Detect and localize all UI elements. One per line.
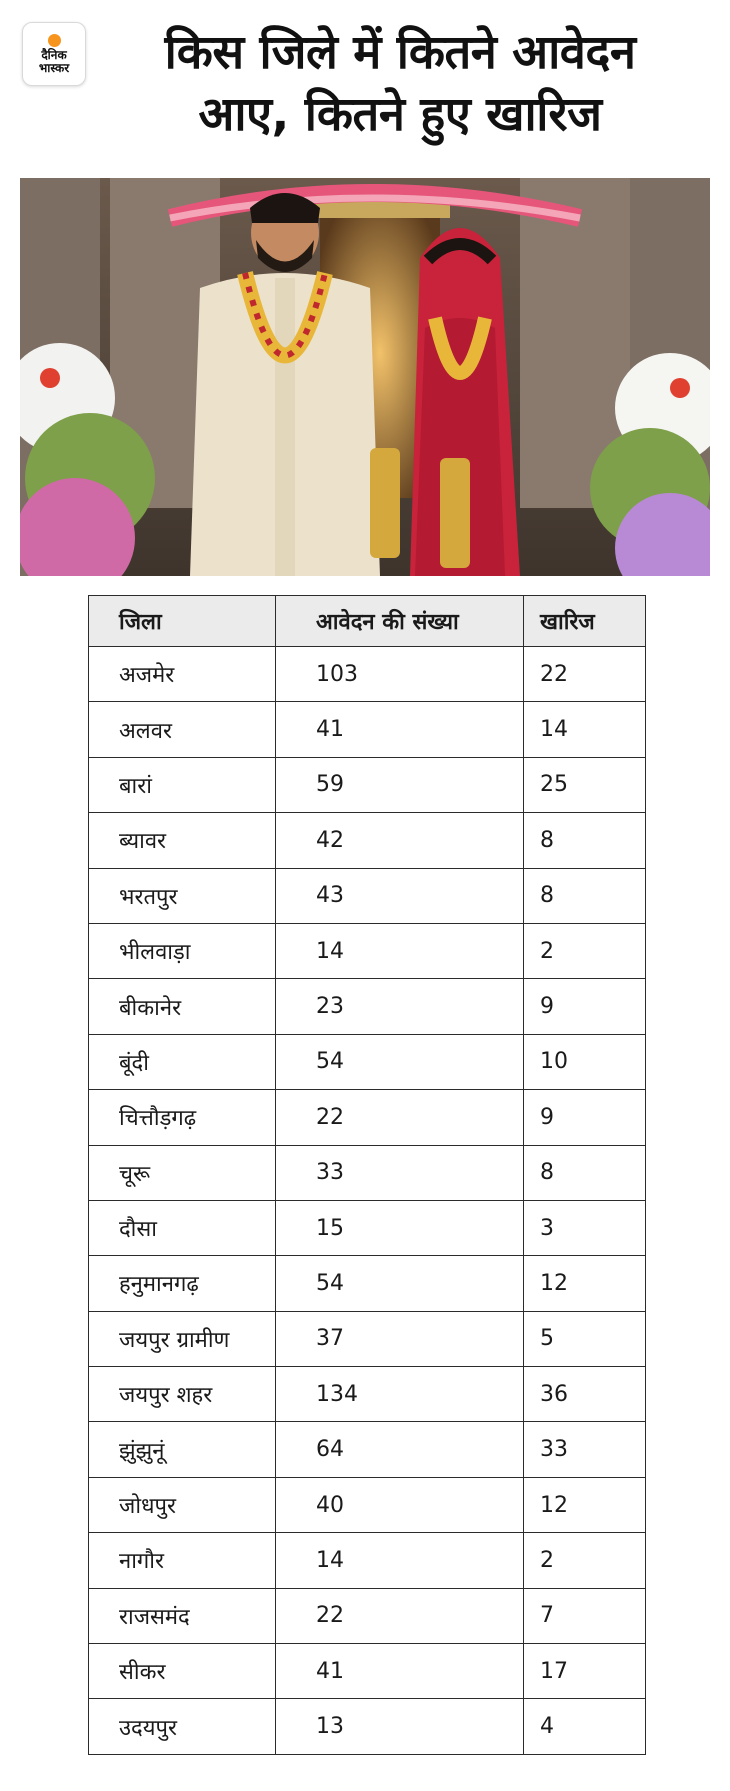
table-row <box>89 1422 646 1477</box>
table-row <box>89 1533 646 1588</box>
table-row <box>89 979 646 1034</box>
cell-applications: 64 <box>276 1422 524 1477</box>
cell-applications: 40 <box>276 1477 524 1532</box>
cell-rejected: 8 <box>524 1145 646 1200</box>
cell-district: दौसा <box>89 1200 276 1255</box>
page-title <box>100 22 700 146</box>
cell-applications: 41 <box>276 1644 524 1699</box>
cell-rejected: 33 <box>524 1422 646 1477</box>
cell-rejected: 2 <box>524 923 646 978</box>
cell-district: ब्यावर <box>89 813 276 868</box>
cell-rejected: 14 <box>524 702 646 757</box>
cell-rejected: 12 <box>524 1256 646 1311</box>
cell-applications: 33 <box>276 1145 524 1200</box>
cell-rejected: 7 <box>524 1588 646 1643</box>
cell-applications: 43 <box>276 868 524 923</box>
dainik-bhaskar-logo[interactable] <box>22 22 86 86</box>
table-row <box>89 757 646 812</box>
table-row <box>89 1034 646 1089</box>
cell-district: अलवर <box>89 702 276 757</box>
cell-district: बीकानेर <box>89 979 276 1034</box>
header <box>0 0 730 178</box>
table-row <box>89 1699 646 1754</box>
cell-district: झुंझुनूं <box>89 1422 276 1477</box>
table-row <box>89 1367 646 1422</box>
cell-district: बूंदी <box>89 1034 276 1089</box>
cell-rejected: 9 <box>524 1090 646 1145</box>
cell-applications: 14 <box>276 923 524 978</box>
cell-applications: 23 <box>276 979 524 1034</box>
district-applications-table-wrap <box>88 595 645 1755</box>
cell-applications: 22 <box>276 1588 524 1643</box>
cell-rejected: 22 <box>524 647 646 702</box>
cell-rejected: 8 <box>524 868 646 923</box>
cell-applications: 59 <box>276 757 524 812</box>
cell-district: जोधपुर <box>89 1477 276 1532</box>
cell-applications: 42 <box>276 813 524 868</box>
cell-rejected: 10 <box>524 1034 646 1089</box>
cell-applications: 41 <box>276 702 524 757</box>
cell-rejected: 4 <box>524 1699 646 1754</box>
title-line1: किस जिले में कितने आवेदन <box>164 25 636 80</box>
cell-applications: 134 <box>276 1367 524 1422</box>
table-row <box>89 813 646 868</box>
table-row <box>89 1200 646 1255</box>
cell-district: जयपुर शहर <box>89 1367 276 1422</box>
cell-applications: 54 <box>276 1256 524 1311</box>
cell-applications: 103 <box>276 647 524 702</box>
cell-applications: 15 <box>276 1200 524 1255</box>
cell-district: नागौर <box>89 1533 276 1588</box>
cell-district: भरतपुर <box>89 868 276 923</box>
logo-text-line2: भास्कर <box>38 60 70 75</box>
cell-district: अजमेर <box>89 647 276 702</box>
cell-rejected: 8 <box>524 813 646 868</box>
cell-rejected: 5 <box>524 1311 646 1366</box>
cell-rejected: 3 <box>524 1200 646 1255</box>
table-row <box>89 1311 646 1366</box>
cell-rejected: 36 <box>524 1367 646 1422</box>
cell-district: जयपुर ग्रामीण <box>89 1311 276 1366</box>
cell-rejected: 9 <box>524 979 646 1034</box>
cell-district: चित्तौड़गढ़ <box>89 1090 276 1145</box>
cell-applications: 22 <box>276 1090 524 1145</box>
cell-applications: 14 <box>276 1533 524 1588</box>
cell-applications: 37 <box>276 1311 524 1366</box>
table-row <box>89 1090 646 1145</box>
cell-applications: 54 <box>276 1034 524 1089</box>
district-applications-table <box>88 595 646 1755</box>
cell-district: चूरू <box>89 1145 276 1200</box>
table-row <box>89 923 646 978</box>
cell-district: राजसमंद <box>89 1588 276 1643</box>
sun-dot-icon <box>48 34 61 47</box>
cell-applications: 13 <box>276 1699 524 1754</box>
header-rejected: खारिज <box>524 596 646 647</box>
cell-district: बारां <box>89 757 276 812</box>
table-row <box>89 1256 646 1311</box>
table-row <box>89 1588 646 1643</box>
table-row <box>89 1477 646 1532</box>
table-row <box>89 1644 646 1699</box>
table-row <box>89 647 646 702</box>
logo-text-line1: दैनिक <box>41 47 67 62</box>
table-row <box>89 1145 646 1200</box>
header-district: जिला <box>89 596 276 647</box>
table-row <box>89 868 646 923</box>
cell-district: सीकर <box>89 1644 276 1699</box>
cell-rejected: 25 <box>524 757 646 812</box>
cell-rejected: 2 <box>524 1533 646 1588</box>
title-line2: आए, कितने हुए खारिज <box>198 87 602 142</box>
table-header-row <box>89 596 646 647</box>
cell-district: हनुमानगढ़ <box>89 1256 276 1311</box>
table-row <box>89 702 646 757</box>
cell-district: उदयपुर <box>89 1699 276 1754</box>
header-applications: आवेदन की संख्या <box>276 596 524 647</box>
cell-district: भीलवाड़ा <box>89 923 276 978</box>
wedding-couple-photo <box>20 178 710 576</box>
cell-rejected: 12 <box>524 1477 646 1532</box>
cell-rejected: 17 <box>524 1644 646 1699</box>
